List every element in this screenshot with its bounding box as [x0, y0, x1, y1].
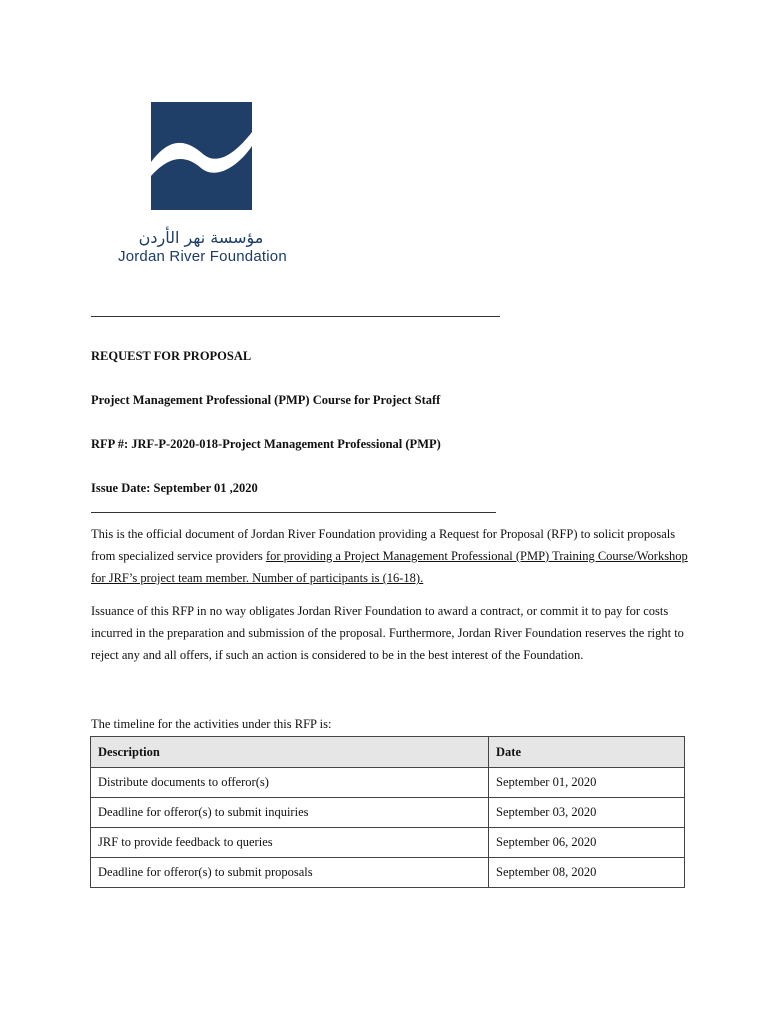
row-description: JRF to provide feedback to queries	[91, 828, 489, 858]
issuance-paragraph: Issuance of this RFP in no way obligates Jordan River Foundation to award a contract, or commit it to pay for costs incurred in the preparation and submission of the proposal. Furthermore, Jordan River Foundation reserves the right to reject any and all offers, if such an action is considered to be in the best interest of the Foundation.	[91, 604, 684, 662]
table-row	[91, 798, 685, 828]
timeline-table	[90, 736, 685, 888]
row-description: Distribute documents to offeror(s)	[91, 768, 489, 798]
document-subtitle: Project Management Professional (PMP) Course for Project Staff	[91, 393, 441, 407]
issue-date: Issue Date: September 01 ,2020	[91, 481, 258, 495]
intro-underlined-text: for providing a Project Management Professional (PMP) Training Course/Workshop for JRF’s project team member	[91, 549, 688, 585]
intro-paragraph	[91, 523, 691, 589]
table-header-row	[91, 737, 685, 768]
row-date: September 01, 2020	[489, 768, 685, 798]
row-description: Deadline for offeror(s) to submit inquiries	[91, 798, 489, 828]
top-divider	[91, 316, 500, 317]
table-row	[91, 858, 685, 888]
header-description: Description	[91, 737, 489, 768]
intro-participants-text: . Number of participants is (16-18).	[245, 571, 424, 585]
row-date: September 03, 2020	[489, 798, 685, 828]
intro-text: This is the official document of Jordan River Foundation providing a Request for Proposal (RFP) to solicit proposals from specialized service providers	[91, 527, 676, 563]
jrf-logo	[108, 102, 298, 272]
header-date: Date	[489, 737, 685, 768]
row-description: Deadline for offeror(s) to submit proposals	[91, 858, 489, 888]
row-date: September 08, 2020	[489, 858, 685, 888]
document-title: REQUEST FOR PROPOSAL	[91, 349, 252, 363]
timeline-intro: The timeline for the activities under this RFP is:	[91, 717, 332, 731]
rfp-number: RFP #: JRF-P-2020-018-Project Management Professional (PMP)	[91, 437, 441, 451]
table-row	[91, 768, 685, 798]
logo-arabic-name: مؤسسة نهر الأردن	[138, 228, 264, 247]
table-row	[91, 828, 685, 858]
header-divider	[91, 512, 496, 513]
row-date: September 06, 2020	[489, 828, 685, 858]
jrf-wave-mark	[151, 102, 252, 210]
logo-english-name: Jordan River Foundation	[118, 248, 287, 265]
